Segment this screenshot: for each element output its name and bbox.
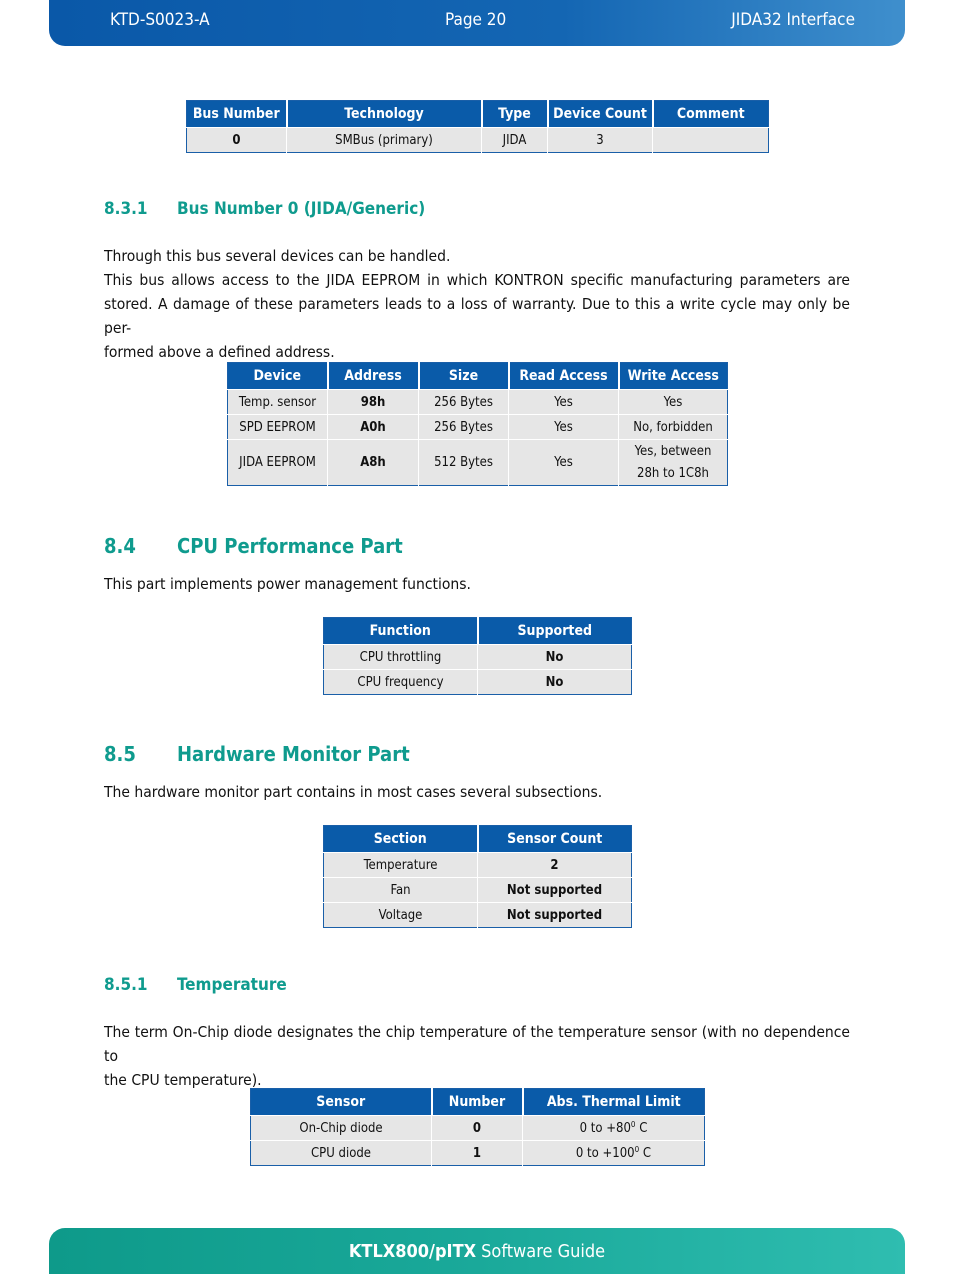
section-title: CPU Performance Part — [177, 534, 403, 558]
column-header: Device Count — [548, 101, 653, 128]
column-header: Bus Number — [187, 101, 287, 128]
table-row — [228, 440, 728, 486]
bus-table — [186, 100, 769, 153]
table-row — [324, 670, 632, 695]
column-header: Abs. Thermal Limit — [523, 1089, 705, 1116]
table-row — [187, 128, 769, 153]
unit: C — [635, 1121, 648, 1136]
table-cell: 256 Bytes — [419, 415, 509, 440]
table-row — [324, 645, 632, 670]
page-number: Page 20 — [445, 10, 507, 30]
section-number: 8.5.1 — [104, 975, 148, 995]
text-line: Through this bus several devices can be handled. — [104, 247, 451, 265]
table-cell: 1 — [432, 1141, 523, 1166]
column-header: Size — [419, 363, 509, 390]
table-cell: 256 Bytes — [419, 390, 509, 415]
table-row — [228, 415, 728, 440]
table-cell: 512 Bytes — [419, 440, 509, 486]
table-header-row — [187, 101, 769, 128]
table-cell: 98h — [328, 390, 419, 415]
column-header: Sensor Count — [478, 826, 632, 853]
table-cell: Temp. sensor — [228, 390, 328, 415]
table-header-row — [324, 826, 632, 853]
table-row — [324, 853, 632, 878]
column-header: Function — [324, 618, 478, 645]
column-header: Type — [482, 101, 548, 128]
column-header: Comment — [653, 101, 769, 128]
column-header: Address — [328, 363, 419, 390]
column-header: Read Access — [509, 363, 619, 390]
text-line: the CPU temperature). — [104, 1071, 262, 1089]
text-line: This part implements power management functions. — [104, 575, 471, 593]
section-title: Temperature — [177, 975, 287, 995]
table-row — [251, 1141, 705, 1166]
superscript: 0 — [634, 1145, 640, 1154]
cell-line: Yes, between — [634, 443, 712, 459]
section-number: 8.4 — [104, 534, 136, 558]
section-heading-8-5-1 — [104, 975, 504, 999]
guide-title: Software Guide — [481, 1240, 606, 1262]
table-cell: No, forbidden — [619, 415, 728, 440]
table-header-row — [251, 1089, 705, 1116]
table-cell: A8h — [328, 440, 419, 486]
table-cell: Yes — [509, 415, 619, 440]
superscript: 0 — [630, 1120, 636, 1129]
column-header: Section — [324, 826, 478, 853]
table-cell — [523, 1141, 705, 1166]
temperature-sensor-table — [250, 1088, 705, 1166]
limit-value: 0 to +80 — [579, 1121, 631, 1136]
table-cell — [619, 440, 728, 486]
table-cell: CPU diode — [251, 1141, 432, 1166]
section-heading-8-3-1 — [104, 199, 504, 223]
text-line: formed above a defined address. — [104, 343, 335, 361]
section-title: Hardware Monitor Part — [177, 742, 410, 766]
table-cell: CPU frequency — [324, 670, 478, 695]
section-title: Bus Number 0 (JIDA/Generic) — [177, 199, 426, 219]
section-heading-8-4 — [104, 534, 504, 562]
text-line: The hardware monitor part contains in most cases several subsections. — [104, 783, 603, 801]
paragraph-hardware-monitor — [104, 780, 850, 804]
table-row — [324, 878, 632, 903]
table-row — [324, 903, 632, 928]
page-header — [49, 0, 905, 46]
text-line: The term On-Chip diode designates the chip temperature of the temperature sensor (with no dependence to — [104, 1023, 850, 1065]
table-cell: JIDA — [482, 128, 548, 153]
table-cell: Temperature — [324, 853, 478, 878]
column-header: Number — [432, 1089, 523, 1116]
table-cell: SPD EEPROM — [228, 415, 328, 440]
paragraph-cpu-performance — [104, 572, 850, 596]
text-line: stored. A damage of these parameters leads to a loss of warranty. Due to this a write cycle may only be per- — [104, 295, 850, 337]
table-cell: Not supported — [478, 903, 632, 928]
table-cell: Yes — [509, 390, 619, 415]
table-cell — [523, 1116, 705, 1141]
column-header: Technology — [287, 101, 482, 128]
hardware-monitor-table — [323, 825, 632, 928]
table-cell: Yes — [619, 390, 728, 415]
cpu-performance-table — [323, 617, 632, 695]
table-row — [228, 390, 728, 415]
table-cell: Fan — [324, 878, 478, 903]
table-cell: SMBus (primary) — [287, 128, 482, 153]
header-section-title: JIDA32 Interface — [731, 10, 855, 30]
table-header-row — [228, 363, 728, 390]
table-cell: A0h — [328, 415, 419, 440]
table-cell: 3 — [548, 128, 653, 153]
paragraph-bus-description — [104, 244, 850, 364]
table-cell: Yes — [509, 440, 619, 486]
table-cell: Not supported — [478, 878, 632, 903]
limit-value: 0 to +100 — [575, 1146, 635, 1161]
cell-line: 28h to 1C8h — [637, 465, 709, 481]
table-cell: CPU throttling — [324, 645, 478, 670]
unit: C — [639, 1146, 652, 1161]
paragraph-temperature — [104, 1020, 850, 1092]
section-heading-8-5 — [104, 742, 504, 770]
section-number: 8.3.1 — [104, 199, 148, 219]
column-header: Supported — [478, 618, 632, 645]
table-cell: 0 — [432, 1116, 523, 1141]
device-table — [227, 362, 728, 486]
table-cell: JIDA EEPROM — [228, 440, 328, 486]
table-cell: On-Chip diode — [251, 1116, 432, 1141]
product-name: KTLX800/pITX — [348, 1240, 477, 1262]
page-footer — [49, 1228, 905, 1274]
column-header: Write Access — [619, 363, 728, 390]
column-header: Sensor — [251, 1089, 432, 1116]
table-cell: 0 — [187, 128, 287, 153]
table-cell: No — [478, 670, 632, 695]
table-cell: 2 — [478, 853, 632, 878]
table-cell: No — [478, 645, 632, 670]
table-header-row — [324, 618, 632, 645]
text-line: This bus allows access to the JIDA EEPROM in which KONTRON specific manufacturing parameters are — [104, 271, 850, 289]
document-id: KTD-S0023-A — [110, 10, 210, 30]
column-header: Device — [228, 363, 328, 390]
table-cell: Voltage — [324, 903, 478, 928]
section-number: 8.5 — [104, 742, 136, 766]
table-row — [251, 1116, 705, 1141]
table-cell — [653, 128, 769, 153]
